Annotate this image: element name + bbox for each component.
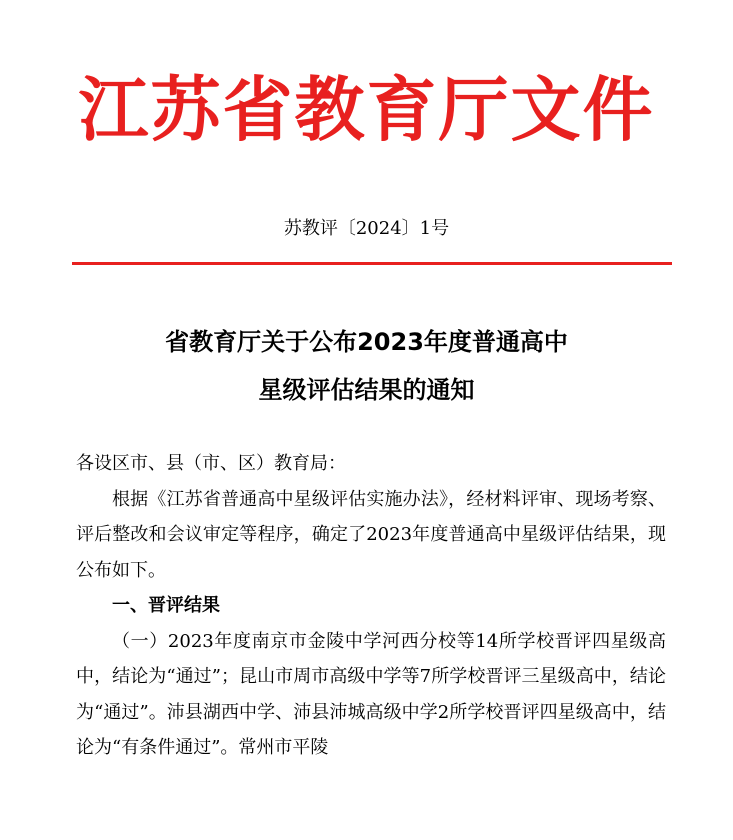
document-title <box>0 318 733 414</box>
issuer-masthead: 江苏省教育厅文件 <box>78 69 655 151</box>
results-paragraph-1: （一）2023年度南京市金陵中学河西分校等14所学校晋评四星级高中，结论为“通过”；昆山市周市高级中学等7所学校晋评三星级高中，结论为“通过”。沛县湖西中学、沛县沛城高级中学2所学校晋评四星级高中，结论为“有条件通过”。常州市平陵 <box>76 630 666 758</box>
intro-paragraph: 根据《江苏省普通高中星级评估实施办法》，经材料评审、现场考察、评后整改和会议审定等程序，确定了2023年度普通高中星级评估结果，现公布如下。 <box>76 488 666 581</box>
document-title-line-2: 星级评估结果的通知 <box>258 376 475 404</box>
section-heading-1: 一、晋评结果 <box>112 595 220 616</box>
document-title-line-1: 省教育厅关于公布2023年度普通高中 <box>165 328 568 356</box>
document-body <box>76 446 666 766</box>
red-divider-line <box>72 262 672 265</box>
document-number: 苏教评〔2024〕1号 <box>283 218 450 239</box>
addressee-line: 各设区市、县（市、区）教育局： <box>76 453 346 474</box>
